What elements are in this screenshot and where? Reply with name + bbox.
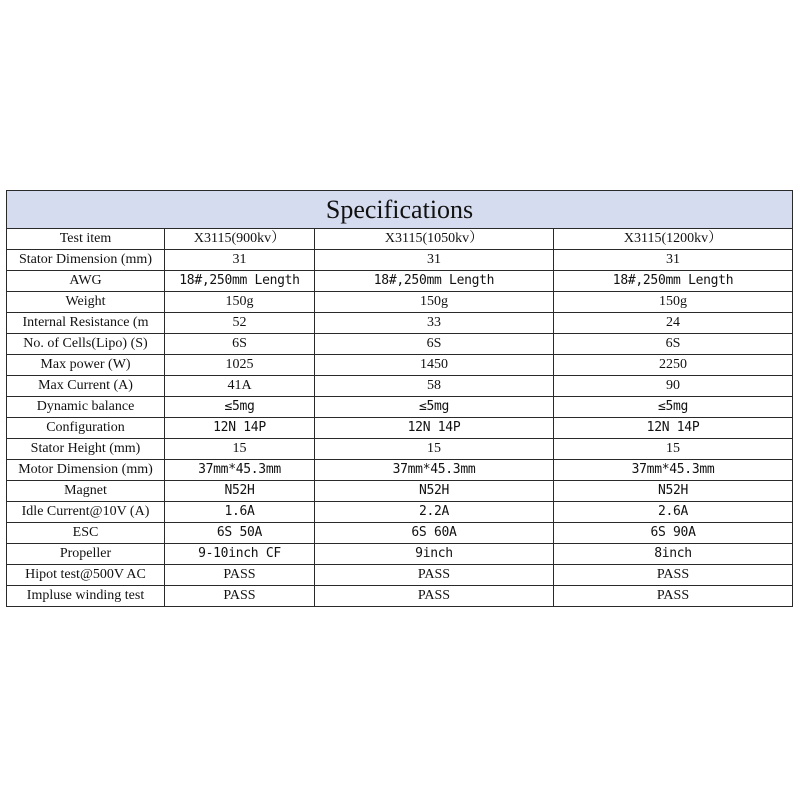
row-value-model-2: 9inch — [315, 544, 554, 565]
table-row — [7, 397, 793, 418]
row-value-model-2: 6S 60A — [315, 523, 554, 544]
row-label: Stator Height (mm) — [7, 439, 165, 460]
row-label: AWG — [7, 271, 165, 292]
row-value-model-3: 8inch — [554, 544, 793, 565]
row-value-model-3: 6S 90A — [554, 523, 793, 544]
row-value-model-3: 2250 — [554, 355, 793, 376]
row-value-model-1: 37mm*45.3mm — [165, 460, 315, 481]
row-value-model-2: 12N 14P — [315, 418, 554, 439]
table-row — [7, 292, 793, 313]
row-value-model-1: PASS — [165, 565, 315, 586]
row-value-model-2: ≤5mg — [315, 397, 554, 418]
title-row — [7, 191, 793, 229]
header-row — [7, 229, 793, 250]
row-value-model-1: 31 — [165, 250, 315, 271]
row-label: Internal Resistance (m — [7, 313, 165, 334]
table-row — [7, 460, 793, 481]
row-value-model-2: 150g — [315, 292, 554, 313]
row-value-model-2: 58 — [315, 376, 554, 397]
header-model-2: X3115(1050kv） — [315, 229, 554, 250]
row-value-model-1: 15 — [165, 439, 315, 460]
row-label: Weight — [7, 292, 165, 313]
row-label: ESC — [7, 523, 165, 544]
row-value-model-3: 6S — [554, 334, 793, 355]
row-label: Idle Current@10V (A) — [7, 502, 165, 523]
row-value-model-3: 2.6A — [554, 502, 793, 523]
table-row — [7, 313, 793, 334]
row-label: Max Current (A) — [7, 376, 165, 397]
row-label: Max power (W) — [7, 355, 165, 376]
row-value-model-2: 33 — [315, 313, 554, 334]
row-value-model-3: PASS — [554, 565, 793, 586]
header-test-item: Test item — [7, 229, 165, 250]
table-row — [7, 334, 793, 355]
table-row — [7, 271, 793, 292]
row-value-model-2: PASS — [315, 565, 554, 586]
row-value-model-3: 12N 14P — [554, 418, 793, 439]
row-value-model-1: 41A — [165, 376, 315, 397]
row-value-model-3: PASS — [554, 586, 793, 607]
table-row — [7, 250, 793, 271]
row-value-model-3: 90 — [554, 376, 793, 397]
row-label: Stator Dimension (mm) — [7, 250, 165, 271]
row-value-model-2: 18#,250mm Length — [315, 271, 554, 292]
table-row — [7, 586, 793, 607]
row-value-model-2: 31 — [315, 250, 554, 271]
row-value-model-1: 12N 14P — [165, 418, 315, 439]
row-label: Magnet — [7, 481, 165, 502]
row-value-model-1: 1025 — [165, 355, 315, 376]
row-value-model-2: 15 — [315, 439, 554, 460]
table-title: Specifications — [7, 191, 793, 229]
table-row — [7, 355, 793, 376]
row-value-model-3: 31 — [554, 250, 793, 271]
row-value-model-1: 9-10inch CF — [165, 544, 315, 565]
row-value-model-1: 150g — [165, 292, 315, 313]
row-value-model-2: 37mm*45.3mm — [315, 460, 554, 481]
row-value-model-2: N52H — [315, 481, 554, 502]
row-label: Propeller — [7, 544, 165, 565]
row-value-model-3: N52H — [554, 481, 793, 502]
row-value-model-3: 150g — [554, 292, 793, 313]
row-value-model-1: N52H — [165, 481, 315, 502]
row-value-model-2: 1450 — [315, 355, 554, 376]
row-value-model-3: 24 — [554, 313, 793, 334]
table-row — [7, 481, 793, 502]
row-value-model-1: 18#,250mm Length — [165, 271, 315, 292]
row-label: Dynamic balance — [7, 397, 165, 418]
row-value-model-1: 6S 50A — [165, 523, 315, 544]
table-row — [7, 544, 793, 565]
row-label: Impluse winding test — [7, 586, 165, 607]
table-row — [7, 418, 793, 439]
table-row — [7, 439, 793, 460]
row-value-model-3: 18#,250mm Length — [554, 271, 793, 292]
row-label: No. of Cells(Lipo) (S) — [7, 334, 165, 355]
row-value-model-3: ≤5mg — [554, 397, 793, 418]
row-label: Configuration — [7, 418, 165, 439]
table-row — [7, 502, 793, 523]
row-value-model-1: PASS — [165, 586, 315, 607]
row-value-model-1: ≤5mg — [165, 397, 315, 418]
table-row — [7, 376, 793, 397]
row-label: Motor Dimension (mm) — [7, 460, 165, 481]
row-value-model-2: 2.2A — [315, 502, 554, 523]
table-row — [7, 565, 793, 586]
row-value-model-3: 37mm*45.3mm — [554, 460, 793, 481]
row-label: Hipot test@500V AC — [7, 565, 165, 586]
row-value-model-2: 6S — [315, 334, 554, 355]
row-value-model-1: 6S — [165, 334, 315, 355]
header-model-1: X3115(900kv） — [165, 229, 315, 250]
row-value-model-1: 1.6A — [165, 502, 315, 523]
table-row — [7, 523, 793, 544]
row-value-model-3: 15 — [554, 439, 793, 460]
row-value-model-1: 52 — [165, 313, 315, 334]
row-value-model-2: PASS — [315, 586, 554, 607]
specifications-table — [6, 190, 793, 607]
header-model-3: X3115(1200kv） — [554, 229, 793, 250]
